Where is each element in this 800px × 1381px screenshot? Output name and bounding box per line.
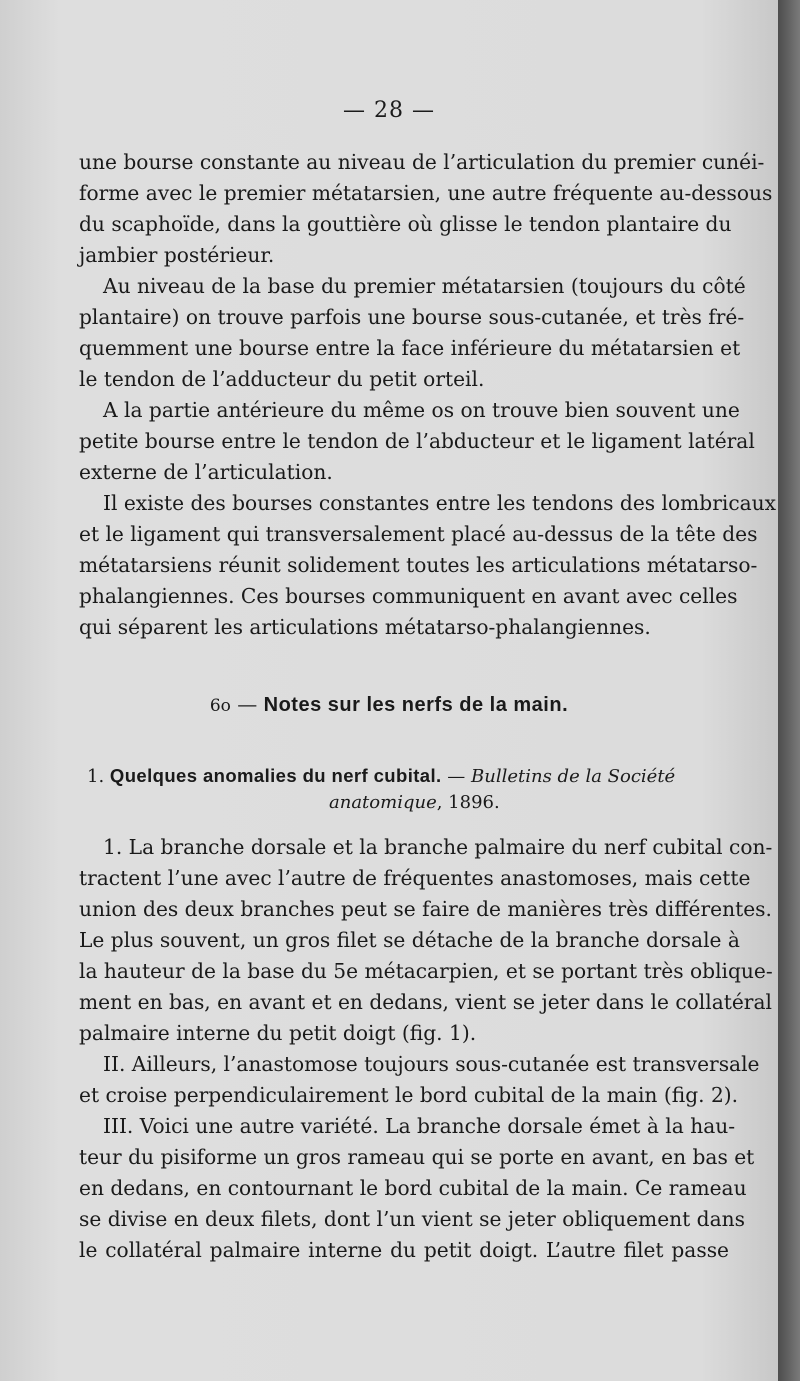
text-line: et le ligament qui transversalement placé au-dessus de la tête des: [79, 522, 758, 546]
section-dash: —: [230, 692, 264, 716]
text-line: Au niveau de la base du premier métatarsien (toujours du côté: [103, 274, 746, 298]
text-line: métatarsiens réunit solidement toutes les articulations métatarso-: [79, 553, 758, 577]
continued-text: [79, 147, 777, 643]
text-line: le collatéral palmaire interne du petit doigt. L’autre filet passe: [79, 1238, 729, 1262]
text-line: tractent l’une avec l’autre de fréquentes anastomoses, mais cette: [79, 866, 751, 890]
reference-journal: Bulletins de la Société: [471, 766, 676, 787]
section-heading: [0, 692, 778, 717]
bibliographic-reference: [87, 763, 737, 816]
text-line: se divise en deux filets, dont l’un vient se jeter obliquement dans: [79, 1207, 746, 1231]
text-line: A la partie antérieure du même os on trouve bien souvent une: [103, 398, 740, 422]
text-line: petite bourse entre le tendon de l’abducteur et le ligament latéral: [79, 429, 755, 453]
text-line: forme avec le premier métatarsien, une autre fréquente au-dessous: [79, 181, 773, 205]
text-line: quemment une bourse entre la face inférieure du métatarsien et: [79, 336, 741, 360]
reference-second-line: [87, 790, 737, 816]
text-line: 1. La branche dorsale et la branche palmaire du nerf cubital con-: [103, 835, 773, 859]
text-line: phalangiennes. Ces bourses communiquent en avant avec celles: [79, 584, 738, 608]
text-line: du scaphoïde, dans la gouttière où glisse le tendon plantaire du: [79, 212, 732, 236]
text-line: une bourse constante au niveau de l’articulation du premier cunéi-: [79, 150, 765, 174]
text-line: la hauteur de la base du 5e métacarpien, et se portant très oblique-: [79, 959, 773, 983]
page-number: — 28 —: [343, 98, 435, 123]
text-line: Il existe des bourses constantes entre les tendons des lombricaux: [103, 491, 777, 515]
reference-title: Quelques anomalies du nerf cubital.: [109, 765, 442, 786]
text-line: II. Ailleurs, l’anastomose toujours sous-cutanée est transversale: [103, 1052, 760, 1076]
scan-edge: [778, 0, 800, 1381]
reference-journal-cont: anatomique: [329, 792, 437, 813]
text-line: union des deux branches peut se faire de manières très différentes.: [79, 897, 772, 921]
text-line: teur du pisiforme un gros rameau qui se porte en avant, en bas et: [79, 1145, 755, 1169]
reference-dash: —: [441, 766, 472, 787]
text-line: plantaire) on trouve parfois une bourse sous-cutanée, et très fré-: [79, 305, 745, 329]
reference-year: , 1896.: [436, 792, 500, 813]
text-line: Le plus souvent, un gros filet se détache de la branche dorsale à: [79, 928, 740, 952]
text-line: qui séparent les articulations métatarso-phalangiennes.: [79, 615, 651, 639]
body-text: [79, 832, 773, 1266]
text-line: le tendon de l’adducteur du petit orteil.: [79, 367, 485, 391]
text-line: palmaire interne du petit doigt (fig. 1).: [79, 1021, 477, 1045]
text-line: en dedans, en contournant le bord cubital de la main. Ce rameau: [79, 1176, 747, 1200]
section-title: Notes sur les nerfs de la main.: [263, 694, 569, 716]
section-number: 6o: [209, 696, 231, 716]
text-line: ment en bas, en avant et en dedans, vient se jeter dans le collatéral: [79, 990, 772, 1014]
reference-number: 1.: [87, 766, 105, 787]
text-line: externe de l’articulation.: [79, 460, 333, 484]
text-line: et croise perpendiculairement le bord cubital de la main (fig. 2).: [79, 1083, 739, 1107]
text-line: III. Voici une autre variété. La branche dorsale émet à la hau-: [103, 1114, 736, 1138]
text-line: jambier postérieur.: [79, 243, 275, 267]
